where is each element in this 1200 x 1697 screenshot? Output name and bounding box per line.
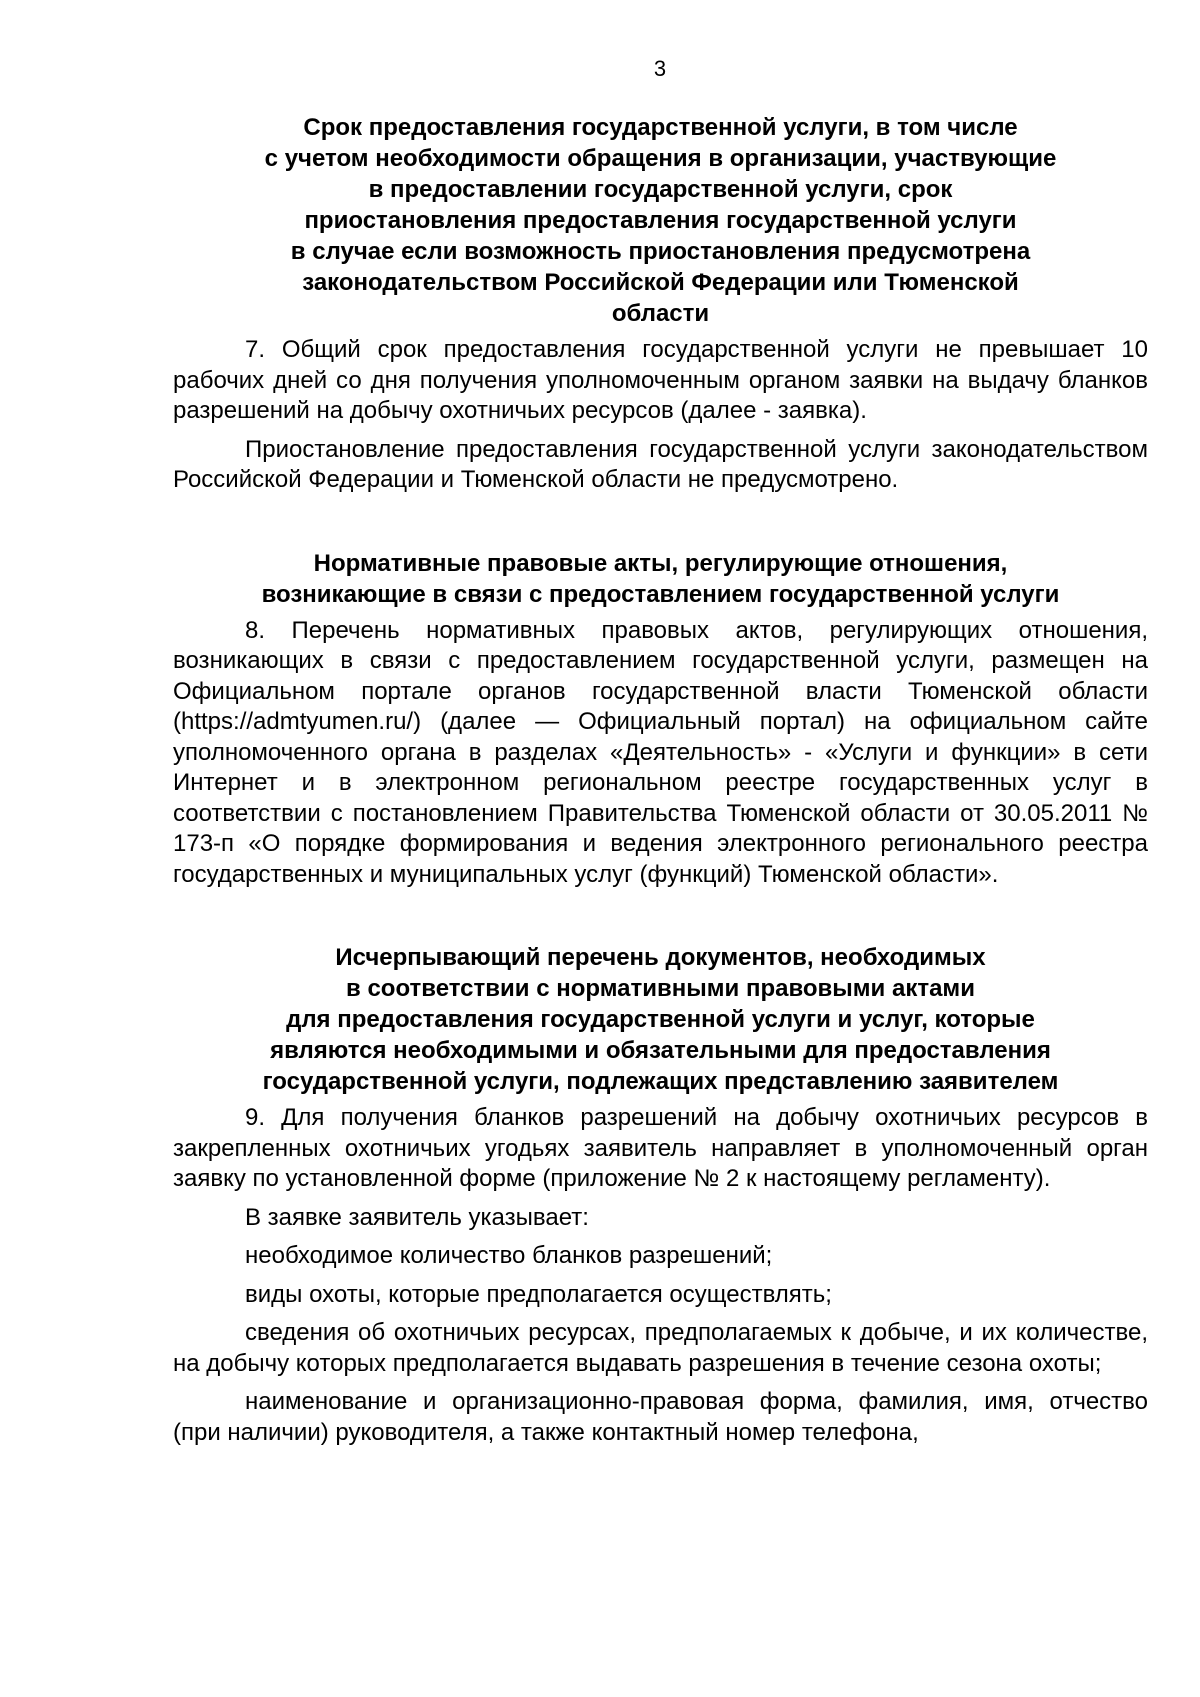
paragraph-organization: наименование и организационно-правовая форма, фамилия, имя, отчество (при наличии) руководителя, а также контактный номер телефона, bbox=[173, 1388, 1148, 1446]
paragraph-application-contents: В заявке заявитель указывает: bbox=[245, 1203, 589, 1231]
heading-line: в предоставлении государственной услуги, срок bbox=[368, 176, 953, 203]
heading-line: Срок предоставления государственной услуги, в том числе bbox=[303, 114, 1018, 141]
heading-line: законодательством Российской Федерации или Тюменской bbox=[302, 269, 1019, 296]
heading-line: приостановления предоставления государственной услуги bbox=[304, 207, 1017, 234]
heading-line: возникающие в связи с предоставлением государственной услуги bbox=[261, 580, 1060, 608]
heading-line: Нормативные правовые акты, регулирующие отношения, bbox=[313, 549, 1008, 577]
heading-line: Исчерпывающий перечень документов, необходимых bbox=[335, 944, 986, 971]
paragraph-resources: сведения об охотничьих ресурсах, предполагаемых к добыче, и их количестве, на добычу которых предполагается выдавать разрешения в течение сезона охоты; bbox=[173, 1319, 1148, 1377]
heading-line: области bbox=[611, 300, 710, 327]
paragraph-9: 9. Для получения бланков разрешений на добычу охотничьих ресурсов в закрепленных охотничьих угодьях заявитель направляет в уполномоченный орган заявку по установленной форме (приложение № 2 к настоящему регламенту). bbox=[173, 1104, 1148, 1192]
paragraph-hunting-types: виды охоты, которые предполагается осуществлять; bbox=[245, 1280, 832, 1308]
heading-line: государственной услуги, подлежащих представлению заявителем bbox=[262, 1068, 1059, 1095]
document-body bbox=[173, 112, 1148, 1448]
section-heading-term bbox=[173, 112, 1148, 329]
heading-line: с учетом необходимости обращения в организации, участвующие bbox=[264, 145, 1057, 172]
paragraph-suspension: Приостановление предоставления государственной услуги законодательством Российской Федерации и Тюменской области не предусмотрено. bbox=[173, 435, 1148, 493]
section-heading-legal-acts bbox=[173, 548, 1148, 610]
heading-line: для предоставления государственной услуги и услуг, которые bbox=[286, 1006, 1035, 1033]
page-number: 3 bbox=[653, 56, 667, 81]
paragraph-blank-count: необходимое количество бланков разрешений; bbox=[245, 1242, 773, 1269]
paragraph-8: 8. Перечень нормативных правовых актов, регулирующих отношения, возникающих в связи с предоставлением государственной услуги, размещен на Официальном портале органов государственной власти Тюменской области (https://admtyumen.ru/) (далее — Официальный портал) на официальном сайте уполномоченного органа в разделах «Деятельность» - «Услуги и функции» в сети Интернет и в электронном региональном реестре государственных услуг в соответствии с постановлением Правительства Тюменской области от 30.05.2011 № 173-п «О порядке формирования и ведения электронного регионального реестра государственных и муниципальных услуг (функций) Тюменской области». bbox=[173, 616, 1148, 888]
paragraph-7: 7. Общий срок предоставления государственной услуги не превышает 10 рабочих дней со дня получения уполномоченным органом заявки на выдачу бланков разрешений на добычу охотничьих ресурсов (далее - заявка). bbox=[173, 336, 1148, 424]
section-heading-documents bbox=[173, 942, 1148, 1097]
heading-line: являются необходимыми и обязательными для предоставления bbox=[270, 1037, 1051, 1064]
heading-line: в соответствии с нормативными правовыми актами bbox=[346, 975, 975, 1002]
heading-line: в случае если возможность приостановления предусмотрена bbox=[290, 238, 1031, 265]
